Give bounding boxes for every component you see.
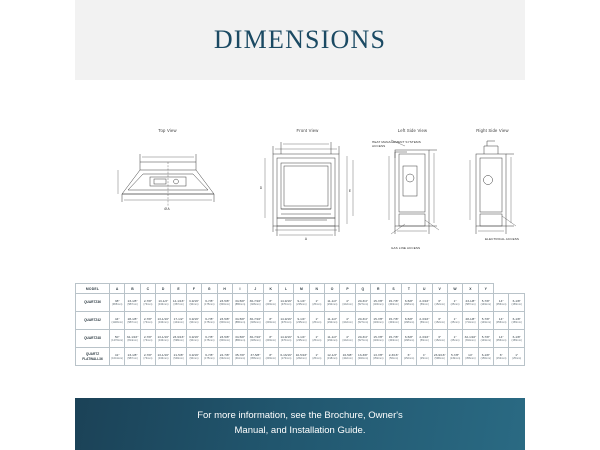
table-cell: 6-7/8" (175mm)	[202, 294, 217, 312]
table-cell: 34-5/8" (880mm)	[232, 330, 247, 348]
table-cell: 16-5/8" (422mm)	[340, 348, 355, 366]
front-view-drawing	[255, 136, 360, 246]
table-cell: 10-5/16" (262mm)	[294, 348, 309, 366]
table-cell: 14" (356mm)	[463, 348, 478, 366]
table-header-h: H	[217, 284, 232, 294]
table-cell: 14-9/16" (370mm)	[278, 330, 293, 348]
table-header-s: S	[386, 284, 401, 294]
table-cell: 20-3/4" (527mm)	[355, 294, 370, 312]
table-cell: 36-7/16" (926mm)	[248, 312, 263, 330]
table-cell: 6-7/8" (175mm)	[202, 330, 217, 348]
table-row	[76, 312, 525, 330]
table-header-f: F	[186, 284, 201, 294]
svg-text:Ø A: Ø A	[164, 207, 170, 211]
right-side-view-drawing	[460, 136, 525, 246]
table-cell: 13-1/16" (343mm)	[156, 348, 171, 366]
table-header-q: Q	[355, 284, 370, 294]
table-cell: 13-7/8" (352mm)	[371, 348, 386, 366]
table-cell: 6-1/8" (156mm)	[509, 330, 525, 348]
table-cell: 6-1/8" (156mm)	[509, 312, 525, 330]
table-cell: 6" (152mm)	[401, 348, 416, 366]
table-cell: 2-7/8" (73mm)	[140, 312, 155, 330]
table-cell: 37-5/8" (956mm)	[248, 348, 263, 366]
dimensions-table-wrapper	[75, 283, 525, 366]
table-cell: 36-7/16" (926mm)	[248, 330, 263, 348]
table-cell: 5-7/8" (149mm)	[478, 294, 493, 312]
table-cell: 2-3/16" (56mm)	[417, 294, 432, 312]
table-cell: 8" (203mm)	[263, 312, 278, 330]
table-cell: 15-7/8" (403mm)	[371, 312, 386, 330]
table-cell: 8" (203mm)	[263, 348, 278, 366]
table-header-o: O	[325, 284, 340, 294]
table-cell: 1" (25mm)	[309, 330, 324, 348]
top-view-drawing	[110, 136, 225, 246]
table-cell: 2-7/8" (73mm)	[140, 348, 155, 366]
table-cell: 15-7/8" (403mm)	[371, 330, 386, 348]
svg-text:D: D	[259, 186, 263, 190]
table-cell: 9-1/4" (235mm)	[294, 294, 309, 312]
table-cell-model: QUARTZ48	[76, 330, 110, 348]
table-cell: 13-1/16" (343mm)	[156, 330, 171, 348]
technical-drawings	[75, 110, 525, 270]
table-cell: 24-7/8" (632mm)	[217, 348, 232, 366]
table-cell: 3-9/16" (90mm)	[186, 312, 201, 330]
table-cell: 34-5/8" (880mm)	[232, 312, 247, 330]
table-cell: 6-1/8" (156mm)	[509, 294, 525, 312]
table-cell: 11-1/2" (292mm)	[325, 330, 340, 348]
left-side-view-label: Left Side View	[397, 128, 428, 133]
table-cell: 15-7/8" (403mm)	[386, 330, 401, 348]
table-cell: 5-7/8" (149mm)	[478, 312, 493, 330]
table-cell: 5-7/8" (149mm)	[447, 348, 462, 366]
table-header-x: X	[463, 284, 478, 294]
table-cell: 9-1/4" (235mm)	[294, 312, 309, 330]
table-cell-model: QUARTZ36	[76, 294, 110, 312]
table-header-l: L	[278, 284, 293, 294]
front-view	[255, 110, 360, 270]
table-header-r: R	[371, 284, 386, 294]
table-cell: 13-1/16" (343mm)	[156, 312, 171, 330]
table-cell: 6" (152mm)	[432, 294, 447, 312]
table-row	[76, 348, 525, 366]
table-cell: 3-9/16" (90mm)	[186, 294, 201, 312]
table-header-a: A	[110, 284, 125, 294]
table-cell: 23-5/8" (600mm)	[217, 294, 232, 312]
note-electrical: ELECTRICAL ACCESS	[485, 237, 520, 241]
table-cell: 6-1/8" (156mm)	[478, 348, 493, 366]
table-cell: 13-3/8" (340mm)	[355, 348, 370, 366]
svg-text:E: E	[348, 189, 352, 193]
left-side-view-drawing	[375, 136, 450, 246]
table-cell: 1" (25mm)	[309, 312, 324, 330]
note-gas-line: GAS LINE ACCESS	[391, 246, 421, 250]
table-cell: 1" (25mm)	[447, 330, 462, 348]
table-cell: 23-5/8" (600mm)	[217, 330, 232, 348]
note-heat-management: HEAT MANAGEMENT SYSTEMS ACCESS	[372, 140, 421, 148]
table-cell: 6-5/8" (168mm)	[401, 330, 416, 348]
table-cell: 23-9/16" (598mm)	[171, 330, 186, 348]
table-cell: 23-1/8" (587mm)	[125, 348, 140, 366]
table-cell: 1" (25mm)	[447, 312, 462, 330]
table-cell: 6" (152mm)	[432, 330, 447, 348]
table-cell: 1" (25mm)	[309, 348, 324, 366]
table-header-b: B	[125, 284, 140, 294]
top-view-label: Top View	[158, 128, 177, 133]
table-cell: 14" (356mm)	[493, 312, 508, 330]
table-cell: 11-1/2" (292mm)	[325, 294, 340, 312]
table-cell: 2-3/16" (56mm)	[417, 330, 432, 348]
footer-line-2: Manual, and Installation Guide.	[234, 425, 366, 436]
table-cell: 6-5/8" (168mm)	[401, 312, 416, 330]
table-header-w: W	[447, 284, 462, 294]
table-cell: 4" (102mm)	[340, 330, 355, 348]
table-cell: 23-9/16" (598mm)	[432, 348, 447, 366]
table-header-e: E	[171, 284, 186, 294]
table-cell: 11-1/2" (292mm)	[325, 312, 340, 330]
table-cell: 8" (203mm)	[263, 294, 278, 312]
table-cell: 44" (1118mm)	[110, 312, 125, 330]
table-cell: 32-1/16" (814mm)	[463, 330, 478, 348]
table-cell: 41" (1041mm)	[110, 348, 125, 366]
table-header-n: N	[309, 284, 324, 294]
table-cell: 6-5/8" (168mm)	[401, 294, 416, 312]
table-cell: 14-9/16" (370mm)	[278, 294, 293, 312]
table-cell: 35-7/8" (911mm)	[232, 348, 247, 366]
table-header-g: G	[202, 284, 217, 294]
table-cell: 13-1/2" (343mm)	[156, 294, 171, 312]
table-header-d: D	[156, 284, 171, 294]
page-header	[75, 0, 525, 80]
table-cell: 2-7/8" (73mm)	[140, 330, 155, 348]
table-header-p: P	[340, 284, 355, 294]
page-footer	[75, 398, 525, 450]
table-cell: 3-9/16" (90mm)	[186, 348, 201, 366]
table-cell: 23-1/8" (587mm)	[125, 294, 140, 312]
table-cell: 6-7/8" (175mm)	[202, 312, 217, 330]
table-cell: 28-1/8" (587mm)	[125, 312, 140, 330]
table-cell: 5-7/8" (149mm)	[478, 330, 493, 348]
table-row	[76, 330, 525, 348]
table-cell: 23-1/8" (587mm)	[463, 294, 478, 312]
table-header-u: U	[417, 284, 432, 294]
svg-text:A: A	[304, 237, 308, 241]
table-header-k: K	[263, 284, 278, 294]
table-cell: 50" (1270mm)	[110, 330, 125, 348]
table-cell: 15-7/8" (403mm)	[386, 312, 401, 330]
front-view-label: Front View	[296, 128, 319, 133]
table-cell: 20-3/4" (527mm)	[355, 330, 370, 348]
table-cell-model: QUARTZ42	[76, 312, 110, 330]
table-cell: 14-1/16" (357mm)	[171, 294, 186, 312]
top-view	[110, 110, 225, 270]
table-cell: 36-7/16" (926mm)	[248, 294, 263, 312]
table-cell-model: QUARTZ FLATWALL36	[76, 348, 110, 366]
table-cell: 14" (356mm)	[493, 294, 508, 312]
table-cell: 23-5/8" (600mm)	[217, 312, 232, 330]
table-cell: 3-9/16" (90mm)	[186, 330, 201, 348]
table-cell: 12-1/2" (318mm)	[325, 348, 340, 366]
table-cell: 6-13/16" (173mm)	[278, 348, 293, 366]
table-header-t: T	[401, 284, 416, 294]
right-side-view-label: Right Side View	[476, 128, 509, 133]
table-cell: 15-7/8" (403mm)	[386, 294, 401, 312]
table-cell: 15-7/8" (403mm)	[371, 294, 386, 312]
table-cell: 17-1/2" (444mm)	[171, 312, 186, 330]
table-cell: 2-3/16" (56mm)	[386, 348, 401, 366]
table-cell: 4" (102mm)	[340, 294, 355, 312]
table-cell: 2-7/8" (73mm)	[140, 294, 155, 312]
table-cell: 21-5/8" (549mm)	[171, 348, 186, 366]
table-header-m: M	[294, 284, 309, 294]
table-cell: 34-5/8" (880mm)	[232, 294, 247, 312]
table-cell: 2-3/16" (56mm)	[417, 312, 432, 330]
table-cell: 8" (203mm)	[263, 330, 278, 348]
table-cell: 1" (25mm)	[417, 348, 432, 366]
table-header-i: I	[232, 284, 247, 294]
table-cell: 28-1/8" (714mm)	[463, 312, 478, 330]
table-cell: 1" (25mm)	[447, 294, 462, 312]
footer-text	[197, 409, 403, 438]
table-header-j: J	[248, 284, 263, 294]
table-cell: 1" (25mm)	[509, 348, 525, 366]
dimensions-table	[75, 283, 525, 366]
table-header-c: C	[140, 284, 155, 294]
table-cell: 38" (965mm)	[110, 294, 125, 312]
table-cell: 1" (25mm)	[309, 294, 324, 312]
table-cell: 6-7/8" (175mm)	[202, 348, 217, 366]
table-cell: 14-9/16" (370mm)	[278, 312, 293, 330]
table-cell: 20-3/4" (527mm)	[355, 312, 370, 330]
table-cell: 32-1/16" (814mm)	[125, 330, 140, 348]
table-cell: 4" (102mm)	[340, 312, 355, 330]
table-cell: 9-1/4" (235mm)	[294, 330, 309, 348]
page-title: DIMENSIONS	[213, 25, 387, 54]
table-cell: 6" (152mm)	[432, 312, 447, 330]
table-header-v: V	[432, 284, 447, 294]
table-header-model: MODEL	[76, 284, 110, 294]
table-row	[76, 294, 525, 312]
footer-line-1: For more information, see the Brochure, Owner's	[197, 410, 403, 422]
table-header-row	[76, 284, 525, 294]
table-header-y: Y	[478, 284, 493, 294]
table-cell: 6" (152mm)	[493, 348, 508, 366]
table-cell: 14" (356mm)	[493, 330, 508, 348]
right-side-view	[460, 110, 525, 270]
